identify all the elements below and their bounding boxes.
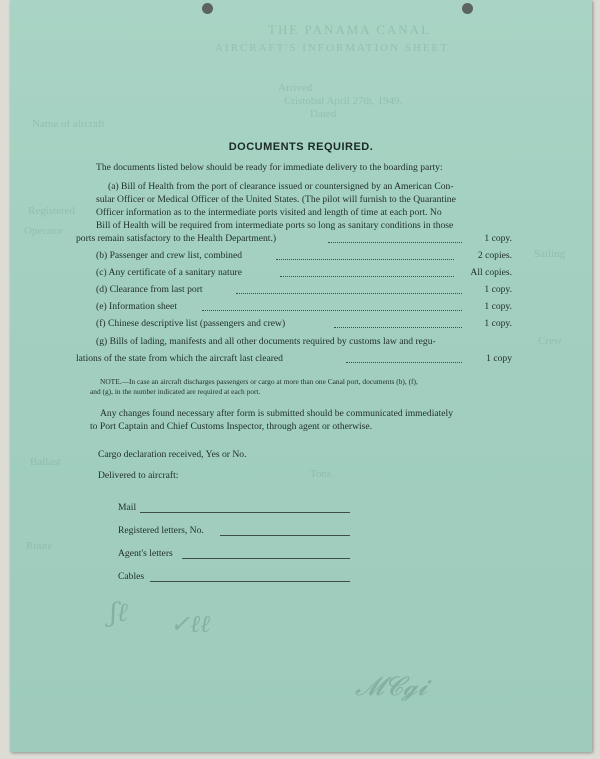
para-a-line: (a) Bill of Health from the port of clearance issued or countersigned by an American Con-: [108, 181, 454, 192]
doc-item-label: (d) Clearance from last port: [96, 284, 203, 295]
cargo-declaration: Cargo declaration received, Yes or No.: [98, 449, 247, 460]
doc-item-count: 1 copy.: [484, 318, 512, 329]
delivered-label: Delivered to aircraft:: [98, 470, 179, 481]
leader-dots: [334, 327, 462, 328]
doc-item-count: 1 copy.: [484, 284, 512, 295]
agents-letters-field[interactable]: [182, 558, 350, 559]
registered-letters-field[interactable]: [220, 535, 350, 536]
leader-dots: [202, 310, 462, 311]
bleed-side-word: Route: [26, 540, 53, 552]
doc-item-label: (e) Information sheet: [96, 301, 177, 312]
punch-hole: [202, 3, 213, 14]
doc-item-label: (c) Any certificate of a sanitary nature: [96, 267, 242, 278]
bleed-signature-mark: 𝓜𝓒𝓰𝓲: [355, 672, 428, 702]
mail-label: Mail: [118, 502, 137, 513]
changes-line: to Port Captain and Chief Customs Inspector, through agent or otherwise.: [90, 421, 373, 432]
page-title: DOCUMENTS REQUIRED.: [228, 141, 374, 153]
doc-item-count: 1 copy.: [484, 301, 512, 312]
bleed-side-word: Operator: [24, 225, 64, 237]
para-a-line: sular Officer or Medical Officer of the United States. (The pilot will furnish to the Quarantine: [96, 194, 456, 205]
bleed-arrived: Arrived: [278, 82, 313, 94]
changes-line: Any changes found necessary after form is submitted should be communicated immediately: [100, 408, 454, 419]
bleed-side-word: Registered: [28, 205, 76, 217]
leader-dots: [276, 259, 454, 260]
document-page: [10, 0, 592, 752]
bleed-signature-mark: ʃℓ: [110, 598, 128, 628]
doc-item-label: (b) Passenger and crew list, combined: [96, 250, 242, 261]
doc-item-row: [96, 267, 512, 279]
bleed-side-word: Sailing: [534, 248, 566, 260]
bleed-side-word: Tons: [310, 468, 332, 480]
doc-item-row: [96, 284, 512, 296]
doc-item-label: ports remain satisfactory to the Health Department.): [76, 233, 277, 244]
doc-item-label: lations of the state from which the aircraft last cleared: [76, 353, 283, 364]
leader-dots: [346, 362, 462, 363]
para-g-line: (g) Bills of lading, manifests and all other documents required by customs law and regu-: [96, 336, 436, 347]
doc-item-count: 1 copy: [486, 353, 512, 364]
bleed-header: THE PANAMA CANAL: [268, 22, 431, 37]
bleed-subheader: AIRCRAFT'S INFORMATION SHEET: [215, 42, 449, 54]
bleed-dated: Dated: [310, 108, 337, 120]
doc-item-row: [96, 250, 512, 262]
para-a-line: Officer information as to the intermediate ports visited and length of time at each port. No: [96, 207, 442, 218]
note-line: and (g), in the number indicated are required at each port.: [90, 387, 261, 396]
bleed-side-word: Ballast: [30, 456, 61, 468]
agents-letters-label: Agent's letters: [118, 548, 173, 559]
note-line: NOTE.—In case an aircraft discharges passengers or cargo at more than one Canal port, documents (b), (f),: [100, 377, 418, 386]
doc-item-row: [96, 301, 512, 313]
doc-item-row: [96, 318, 512, 330]
doc-item-label: (f) Chinese descriptive list (passengers and crew): [96, 318, 286, 329]
intro-text: The documents listed below should be ready for immediate delivery to the boarding party:: [96, 162, 443, 173]
leader-dots: [328, 242, 462, 243]
doc-item-row: [76, 353, 512, 365]
bleed-date: Cristobal April 27th, 1949.: [284, 95, 403, 107]
doc-item-count: 1 copy.: [484, 233, 512, 244]
mail-field[interactable]: [140, 512, 350, 513]
doc-item-row: [76, 233, 512, 245]
cables-field[interactable]: [150, 581, 350, 582]
cables-label: Cables: [118, 571, 145, 582]
doc-item-count: 2 copies.: [477, 250, 512, 261]
registered-letters-label: Registered letters, No.: [118, 525, 204, 536]
leader-dots: [236, 293, 462, 294]
leader-dots: [280, 276, 454, 277]
para-a-line: Bill of Health will be required from intermediate ports so long as sanitary conditions in those: [96, 220, 454, 231]
doc-item-count: All copies.: [470, 267, 512, 278]
bleed-side-word: Name of aircraft: [32, 118, 105, 130]
punch-hole: [462, 3, 473, 14]
bleed-side-word: Crew: [538, 335, 562, 347]
bleed-signature-mark: ✓ℓℓ: [170, 610, 211, 638]
